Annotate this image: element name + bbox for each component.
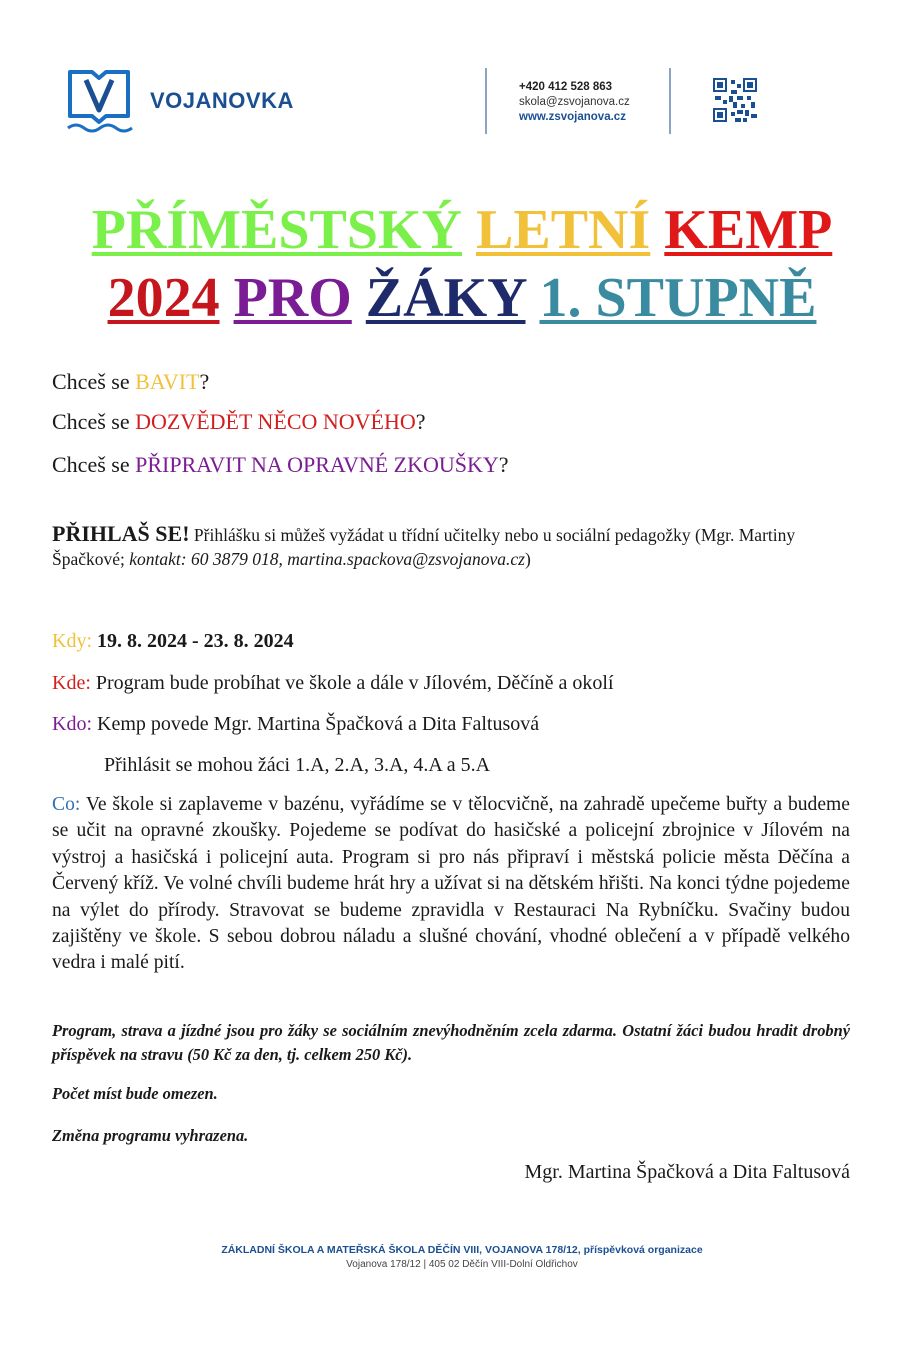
title-line-1 xyxy=(0,200,924,260)
note-capacity: Počet míst bude omezen. xyxy=(52,1084,218,1103)
note-pricing: Program, strava a jízdné jsou pro žáky se sociálním znevýhodněním zcela zdarma. Ostatní žáci budou hradit drobný příspěvek na stravu (50 Kč za den, tj. celkem 250 Kč). xyxy=(52,1021,850,1064)
title-word: PŘÍMĚSTSKÝ xyxy=(91,199,462,261)
title-line-2 xyxy=(0,268,924,328)
label-what: Co: xyxy=(52,794,81,815)
detail-what xyxy=(52,792,850,977)
brand-name: VOJANOVKA xyxy=(150,88,294,113)
signup-paragraph xyxy=(52,522,852,571)
contact-block xyxy=(519,80,630,125)
school-logo-icon xyxy=(64,66,134,136)
question-line xyxy=(52,452,509,478)
question-line xyxy=(52,409,426,435)
signup-end: ) xyxy=(524,549,531,569)
question-prefix: Chceš se xyxy=(52,369,136,394)
question-highlight: DOZVĚDĚT NĚCO NOVÉHO xyxy=(135,409,416,434)
footer-address: Vojanova 178/12 | 405 02 Děčín VIII-Dolní Oldřichov xyxy=(346,1259,578,1270)
question-suffix: ? xyxy=(498,452,509,477)
title-word: LETNÍ xyxy=(476,199,651,261)
contact-email[interactable]: skola@zsvojanova.cz xyxy=(519,96,630,108)
question-prefix: Chceš se xyxy=(52,452,136,477)
label-when: Kdy: xyxy=(52,630,92,652)
footer-school-name: ZÁKLADNÍ ŠKOLA A MATEŘSKÁ ŠKOLA DĚČÍN VIII, VOJANOVA 178/12, příspěvková organizace xyxy=(221,1244,703,1256)
qr-code-icon xyxy=(713,78,757,122)
question-suffix: ? xyxy=(199,369,210,394)
contact-web[interactable]: www.zsvojanova.cz xyxy=(519,111,626,123)
title-word: PRO xyxy=(233,267,352,329)
question-prefix: Chceš se xyxy=(52,409,136,434)
header-divider xyxy=(485,68,487,134)
title-word: ŽÁKY xyxy=(365,267,526,329)
value-what: Ve škole si zaplaveme v bazénu, vyřádíme se v tělocvičně, na zahradě upečeme buřty a budeme se učit na opravné zkoušky. Pojedeme se podívat do hasičské a policejní zbrojnice v Jílovém na výstroj a hasičská i policejní auta. Program si pro nás připraví i městská policie města Děčína a Červený kříž. Ve volné chvíli budeme hrát hry a užívat si na dětském hřišti. Na konci týdne pojedeme na výlet do přírody. Stravovat se budeme zpravidla v Restauraci Na Rybníčku. Svačiny budou zajištěny ve škole. S sebou dobrou náladu a slušné chování, vhodné oblečení a v případě velkého vedra i malé pití. xyxy=(52,794,850,974)
title-word: KEMP xyxy=(664,199,833,261)
detail-when xyxy=(52,628,294,654)
value-where: Program bude probíhat ve škole a dále v Jílovém, Děčíně a okolí xyxy=(90,672,614,694)
signup-contact[interactable]: kontakt: 60 3879 018, martina.spackova@zsvojanova.cz xyxy=(129,549,525,569)
note-changes: Změna programu vyhrazena. xyxy=(52,1126,249,1145)
header-divider xyxy=(669,68,671,134)
detail-who xyxy=(52,711,539,737)
signature: Mgr. Martina Špačková a Dita Faltusová xyxy=(524,1161,850,1183)
label-who: Kdo: xyxy=(52,713,92,735)
signup-text: Přihlášku si můžeš vyžádat u třídní učitelky nebo u sociální pedagožky (Mgr. Martiny Špačkové; xyxy=(52,525,796,569)
label-where: Kde: xyxy=(52,672,91,694)
title-word: 2024 xyxy=(107,267,220,329)
question-highlight: BAVIT xyxy=(135,369,200,394)
detail-where xyxy=(52,670,614,696)
question-line xyxy=(52,369,209,395)
value-when: 19. 8. 2024 - 23. 8. 2024 xyxy=(92,630,294,652)
value-who: Kemp povede Mgr. Martina Špačková a Dita Faltusová xyxy=(92,713,540,735)
question-suffix: ? xyxy=(415,409,426,434)
question-highlight: PŘIPRAVIT NA OPRAVNÉ ZKOUŠKY xyxy=(135,452,499,477)
detail-who-extra: Přihlásit se mohou žáci 1.A, 2.A, 3.A, 4.A a 5.A xyxy=(104,754,491,776)
contact-phone: +420 412 528 863 xyxy=(519,81,613,93)
title-word: 1. STUPNĚ xyxy=(539,267,817,329)
signup-heading: PŘIHLAŠ SE! xyxy=(52,521,190,546)
